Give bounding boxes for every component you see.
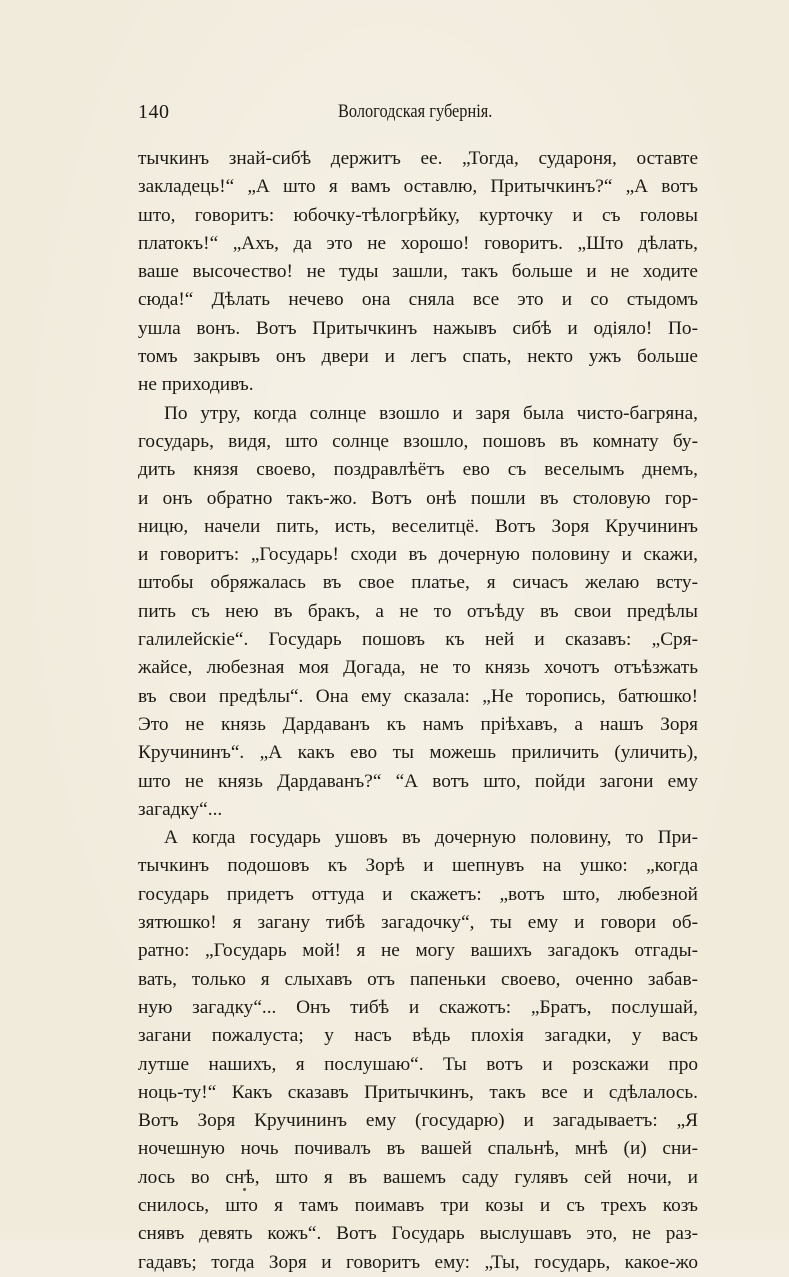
text-line: [138, 541, 698, 569]
text-line-content: штобы обряжалась въ свое платье, я сичасъ желаю всту-: [138, 572, 698, 594]
text-line-content: што, говоритъ: юбочку-тѣлогрѣйку, курточку и съ головы: [138, 204, 698, 226]
text-line: [138, 711, 698, 739]
text-line-content: и говоритъ: „Государь! сходи въ дочерную половину и скажи,: [138, 544, 698, 566]
text-line-content: ницю, начели пить, исть, веселитцё. Вотъ Зоря Кручининъ: [138, 515, 698, 537]
text-line: [138, 909, 698, 937]
text-line: [138, 343, 698, 371]
text-line: [138, 739, 698, 767]
text-line: [138, 852, 698, 880]
text-line-content: закладець!“ „А што я вамъ оставлю, Притычкинъ?“ „А вотъ: [138, 176, 698, 198]
text-line: [138, 145, 698, 173]
text-line: [138, 202, 698, 230]
text-line: [138, 683, 698, 711]
text-line: [138, 485, 698, 513]
text-line-content: Вотъ Зоря Кручининъ ему (государю) и загадываетъ: „Я: [138, 1110, 698, 1132]
text-line: [138, 513, 698, 541]
running-title: Вологодская губернія.: [338, 101, 493, 122]
text-line-content: платокъ!“ „Ахъ, да это не хорошо! говоритъ. „Што дѣлать,: [138, 232, 698, 254]
text-line-content: не приходивъ.: [138, 374, 254, 396]
text-line: [138, 796, 698, 824]
text-line: [138, 1079, 698, 1107]
running-head: [138, 101, 698, 127]
text-line-content: томъ закрывъ онъ двери и легъ спать, некто ужъ больше: [138, 346, 698, 368]
text-line-content: ную загадку“... Онъ тибѣ и скажотъ: „Братъ, послушай,: [138, 996, 698, 1018]
text-line-content: жайсе, любезная моя Догада, не то князь хочотъ отъѣзжать: [138, 657, 698, 679]
text-line: [138, 598, 698, 626]
text-line-content: По утру, когда солнце взошло и заря была чисто-багряна,: [164, 402, 698, 424]
text-line-content: Кручининъ“. „А какъ ево ты можешь приличить (уличить),: [138, 742, 698, 764]
text-line-content: А когда государь ушовъ въ дочерную половину, то При-: [164, 827, 698, 849]
text-line-content: лутше нашихъ, я послушаю“. Ты вотъ и розскажи про: [138, 1053, 698, 1075]
text-line: [138, 994, 698, 1022]
text-line-content: государь, видя, што солнце взошло, пошовъ въ комнату бу-: [138, 430, 698, 452]
text-line: [138, 400, 698, 428]
text-line: [138, 1220, 698, 1248]
text-line-content: тычкинъ подошовъ къ Зорѣ и шепнувъ на ушко: „когда: [138, 855, 698, 877]
text-line: [138, 1051, 698, 1079]
text-line: [138, 1192, 698, 1220]
body-text: [138, 145, 698, 1277]
text-line-content: тычкинъ знай-сибѣ держитъ ее. „Тогда, судароня, оставте: [138, 148, 698, 169]
text-line: [138, 230, 698, 258]
text-line-content: снилось, што я тамъ поимавъ три козы и съ трехъ козъ: [138, 1194, 698, 1216]
text-line: [138, 456, 698, 484]
text-line: [138, 768, 698, 796]
text-line: [138, 881, 698, 909]
text-line-content: ноць-ту!“ Какъ сказавъ Притычкинъ, такъ все и сдѣлалось.: [138, 1081, 698, 1103]
text-line-content: ночешную ночь почивалъ въ вашей спальнѣ, мнѣ (и) сни-: [138, 1138, 698, 1160]
text-line: [138, 371, 698, 399]
text-line-content: Это не князь Дардаванъ къ намъ пріѣхавъ, а нашъ Зоря: [138, 713, 698, 735]
text-line-content: государь придетъ оттуда и скажетъ: „вотъ што, любезной: [138, 883, 698, 905]
text-line: [138, 173, 698, 201]
text-line: [138, 966, 698, 994]
text-line: [138, 1249, 698, 1277]
text-line: [138, 286, 698, 314]
text-line-content: дить князя своево, поздравлѣётъ ево съ веселымъ днемъ,: [138, 459, 698, 481]
text-line: [138, 937, 698, 965]
text-line-content: што не князь Дардаванъ?“ “А вотъ што, пойди загони ему: [138, 770, 698, 792]
text-line-content: загани пожалуста; у насъ вѣдь плохія загадки, у васъ: [138, 1025, 698, 1047]
text-line: [138, 1135, 698, 1163]
text-line-content: гадавъ; тогда Зоря и говоритъ ему: „Ты, государь, какое-жо: [138, 1251, 698, 1273]
text-line: [138, 428, 698, 456]
text-line-content: и онъ обратно такъ-жо. Вотъ онѣ пошли въ столовую гор-: [138, 487, 698, 509]
text-line: [138, 569, 698, 597]
text-line: [138, 1107, 698, 1135]
text-line: [138, 824, 698, 852]
text-line: [138, 315, 698, 343]
text-line: [138, 626, 698, 654]
text-line-content: ратно: „Государь мой! я не могу вашихъ загадокъ отгады-: [138, 940, 698, 962]
text-line-content: галилейскіе“. Государь пошовъ къ ней и сказавъ: „Сря-: [138, 629, 698, 651]
ink-speck: [243, 1188, 246, 1191]
text-line: [138, 1164, 698, 1192]
text-line-content: пить съ нею въ бракъ, а не то отъѣду въ свои предѣлы: [138, 600, 698, 622]
text-line-content: въ свои предѣлы“. Она ему сказала: „Не торопись, батюшко!: [138, 685, 698, 707]
text-line: [138, 258, 698, 286]
text-line-content: загадку“...: [138, 798, 223, 820]
text-line-content: ушла вонъ. Вотъ Притычкинъ нажывъ сибѣ и одіяло! По-: [138, 317, 698, 339]
text-line-content: зятюшко! я загану тибѣ загадочку“, ты ему и говори об-: [138, 912, 698, 934]
text-line-content: лось во снѣ, што я въ вашемъ саду гулявъ сей ночи, и: [138, 1166, 698, 1188]
text-line-content: вать, только я слыхавъ отъ папеньки своево, оченно забав-: [138, 968, 698, 990]
text-line: [138, 654, 698, 682]
page-number: 140: [138, 101, 170, 123]
text-line: [138, 1022, 698, 1050]
text-line-content: ваше высочество! не туды зашли, такъ больше и не ходите: [138, 261, 698, 283]
text-line-content: снявъ девять кожъ“. Вотъ Государь выслушавъ это, не раз-: [138, 1223, 698, 1245]
text-line-content: сюда!“ Дѣлать нечево она сняла все это и со стыдомъ: [138, 289, 698, 311]
